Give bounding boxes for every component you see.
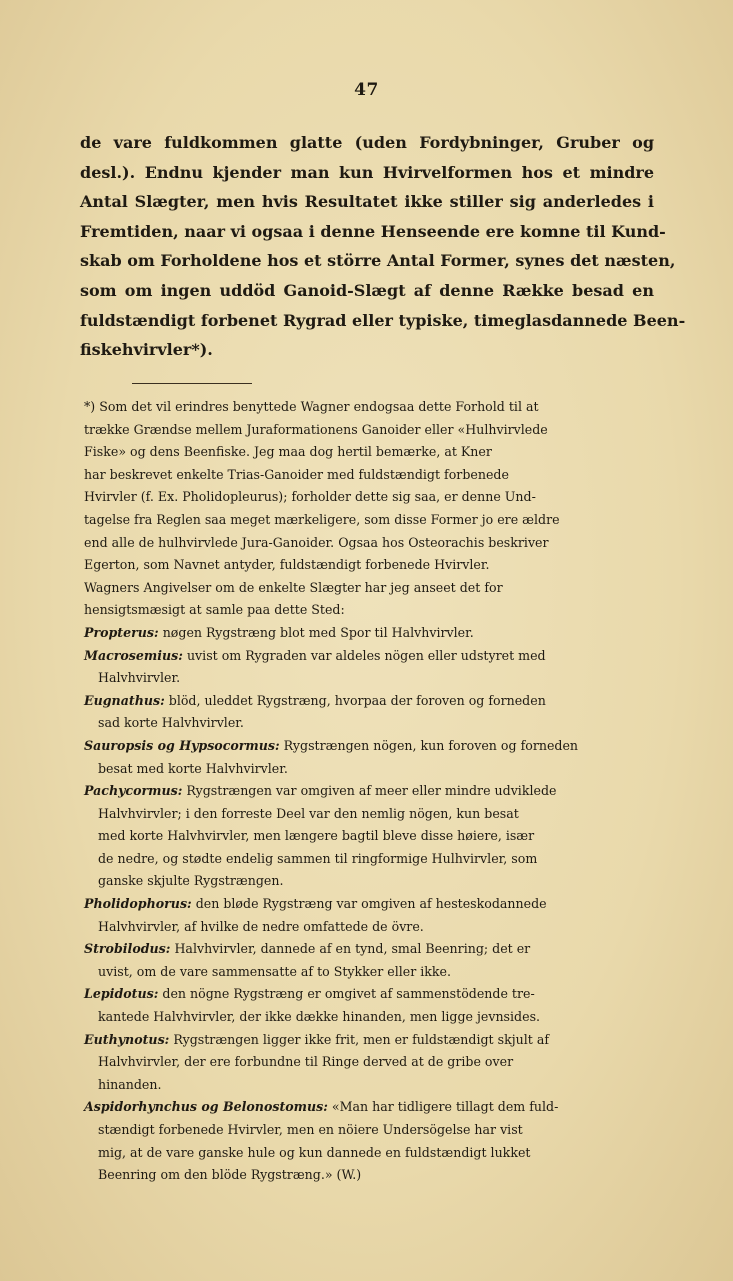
footnote-line bbox=[84, 916, 654, 939]
genus-entries bbox=[84, 622, 654, 1187]
genus-name: Lepidotus: bbox=[84, 986, 159, 1002]
footnote-line bbox=[84, 1164, 654, 1187]
footnote-line bbox=[84, 667, 654, 690]
footnote-line bbox=[84, 983, 654, 1006]
footnote-line: har beskrevet enkelte Trias-Ganoider med fuldstændigt forbenede bbox=[84, 466, 509, 482]
main-line: fiskehvirvler*). bbox=[80, 340, 213, 360]
genus-description: uvist, om de vare sammensatte af to Stykker eller ikke. bbox=[98, 963, 451, 979]
genus-entry bbox=[84, 893, 654, 938]
genus-description: den bløde Rygstræng var omgiven af hesteskodannede bbox=[195, 896, 547, 912]
genus-description: Rygstrængen var omgiven af meer eller mindre udviklede bbox=[186, 783, 557, 799]
footnote-line bbox=[84, 735, 654, 758]
main-paragraph bbox=[80, 128, 686, 365]
footnote-line: Wagners Angivelser om de enkelte Slægter har jeg anseet det for bbox=[84, 579, 503, 595]
footnote-line: Egerton, som Navnet antyder, fuldstændigt forbenede Hvirvler. bbox=[84, 557, 490, 573]
page-number: 47 bbox=[354, 80, 379, 100]
genus-name: Pholidophorus: bbox=[84, 896, 192, 912]
footnote-line bbox=[84, 690, 654, 713]
footnote-line bbox=[84, 803, 654, 826]
footnote-line bbox=[84, 1051, 654, 1074]
footnote-line: trække Grændse mellem Juraformationens Ganoider eller «Hulhvirvlede bbox=[84, 421, 548, 437]
genus-entry bbox=[84, 938, 654, 983]
genus-description: blöd, uleddet Rygstræng, hvorpaa der foroven og forneden bbox=[168, 692, 546, 708]
footnote-line bbox=[84, 780, 654, 803]
footnote-line: Fiske» og dens Beenfiske. Jeg maa dog hertil bemærke, at Kner bbox=[84, 444, 492, 460]
footnote-line bbox=[84, 1119, 654, 1142]
footnote bbox=[84, 396, 654, 1187]
genus-entry bbox=[84, 1096, 654, 1186]
footnote-line bbox=[84, 645, 654, 668]
genus-entry bbox=[84, 1029, 654, 1097]
genus-description: den nögne Rygstræng er omgivet af sammenstödende tre- bbox=[162, 986, 535, 1002]
genus-description: sad korte Halvhvirvler. bbox=[98, 715, 244, 731]
footnote-line bbox=[84, 1096, 654, 1119]
main-line: desl.). Endnu kjender man kun Hvirvelformen hos et mindre bbox=[80, 162, 654, 182]
footnote-line bbox=[84, 1006, 654, 1029]
genus-entry bbox=[84, 690, 654, 735]
footnote-line bbox=[84, 758, 654, 781]
main-line: Fremtiden, naar vi ogsaa i denne Henseende ere komne til Kund- bbox=[80, 221, 666, 241]
genus-name: Pachycormus: bbox=[84, 783, 183, 799]
genus-description: uvist om Rygraden var aldeles nögen eller udstyret med bbox=[186, 647, 546, 663]
genus-entry bbox=[84, 622, 654, 645]
footnote-line bbox=[84, 848, 654, 871]
genus-description: Rygstrængen ligger ikke frit, men er fuldstændigt skjult af bbox=[173, 1031, 549, 1047]
main-line: som om ingen uddöd Ganoid-Slægt af denne Række besad en bbox=[80, 280, 654, 300]
genus-name: Sauropsis og Hypsocormus: bbox=[84, 737, 280, 753]
footnote-divider bbox=[132, 383, 252, 384]
genus-description: kantede Halvhvirvler, der ikke dække hinanden, men ligge jevnsides. bbox=[98, 1009, 541, 1025]
footnote-line bbox=[84, 825, 654, 848]
footnote-line: Hvirvler (f. Ex. Pholidopleurus); forholder dette sig saa, er denne Und- bbox=[84, 489, 536, 505]
genus-name: Eugnathus: bbox=[84, 692, 165, 708]
genus-description: nøgen Rygstræng blot med Spor til Halvhvirvler. bbox=[162, 624, 474, 640]
genus-description: stændigt forbenede Hvirvler, men en nöiere Undersögelse har vist bbox=[98, 1122, 523, 1137]
genus-entry bbox=[84, 780, 654, 893]
genus-description: ganske skjulte Rygstrængen. bbox=[98, 873, 284, 889]
genus-description: «Man har tidligere tillagt dem fuld- bbox=[331, 1099, 559, 1115]
footnote-line bbox=[84, 961, 654, 984]
footnote-line bbox=[84, 1029, 654, 1052]
main-line: de vare fuldkommen glatte (uden Fordybninger, Gruber og bbox=[80, 133, 654, 152]
main-line: Antal Slægter, men hvis Resultatet ikke stiller sig anderledes i bbox=[80, 192, 654, 212]
footnote-line: end alle de hulhvirvlede Jura-Ganoider. Ogsaa hos Osteorachis beskriver bbox=[84, 534, 549, 550]
genus-description: med korte Halvhvirvler, men længere bagtil bleve disse høiere, især bbox=[98, 828, 535, 844]
genus-name: Macrosemius: bbox=[84, 647, 183, 663]
genus-description: Halvhvirvler; i den forreste Deel var den nemlig nögen, kun besat bbox=[98, 805, 519, 821]
main-line: fuldstændigt forbenet Rygrad eller typiske, timeglasdannede Been- bbox=[80, 310, 686, 330]
genus-description: Halvhvirvler, der ere forbundne til Ringe derved at de gribe over bbox=[98, 1054, 514, 1070]
genus-description: besat med korte Halvhvirvler. bbox=[98, 760, 288, 776]
genus-description: Rygstrængen nögen, kun foroven og forneden bbox=[283, 737, 579, 753]
genus-entry bbox=[84, 735, 654, 780]
genus-description: hinanden. bbox=[98, 1076, 162, 1092]
footnote-line bbox=[84, 938, 654, 961]
genus-entry bbox=[84, 983, 654, 1028]
genus-description: Beenring om den blöde Rygstræng.» (W.) bbox=[98, 1167, 362, 1183]
genus-entry bbox=[84, 645, 654, 690]
footnote-line bbox=[84, 622, 654, 645]
genus-description: de nedre, og stødte endelig sammen til ringformige Hulhvirvler, som bbox=[98, 850, 538, 866]
footnote-line bbox=[84, 1074, 654, 1097]
footnote-line: hensigtsmæsigt at samle paa dette Sted: bbox=[84, 602, 345, 618]
genus-description: mig, at de vare ganske hule og kun dannede en fuldstændigt lukket bbox=[98, 1144, 531, 1160]
footnote-line bbox=[84, 712, 654, 735]
genus-name: Euthynotus: bbox=[84, 1031, 170, 1047]
footnote-line bbox=[84, 870, 654, 893]
genus-description: Halvhvirvler, af hvilke de nedre omfattede de övre. bbox=[98, 918, 424, 934]
footnote-line bbox=[84, 1142, 654, 1165]
genus-description: Halvhvirvler. bbox=[98, 670, 181, 686]
genus-name: Strobilodus: bbox=[84, 941, 171, 957]
genus-name: Aspidorhynchus og Belonostomus: bbox=[84, 1099, 328, 1115]
footnote-line: *) Som det vil erindres benyttede Wagner endogsaa dette Forhold til at bbox=[84, 399, 539, 414]
genus-name: Propterus: bbox=[84, 624, 159, 640]
footnote-line bbox=[84, 893, 654, 916]
footnote-line: tagelse fra Reglen saa meget mærkeligere, som disse Former jo ere ældre bbox=[84, 511, 560, 527]
main-line: skab om Forholdene hos et större Antal Former, synes det næsten, bbox=[80, 251, 676, 271]
genus-description: Halvhvirvler, dannede af en tynd, smal Beenring; det er bbox=[174, 941, 531, 957]
